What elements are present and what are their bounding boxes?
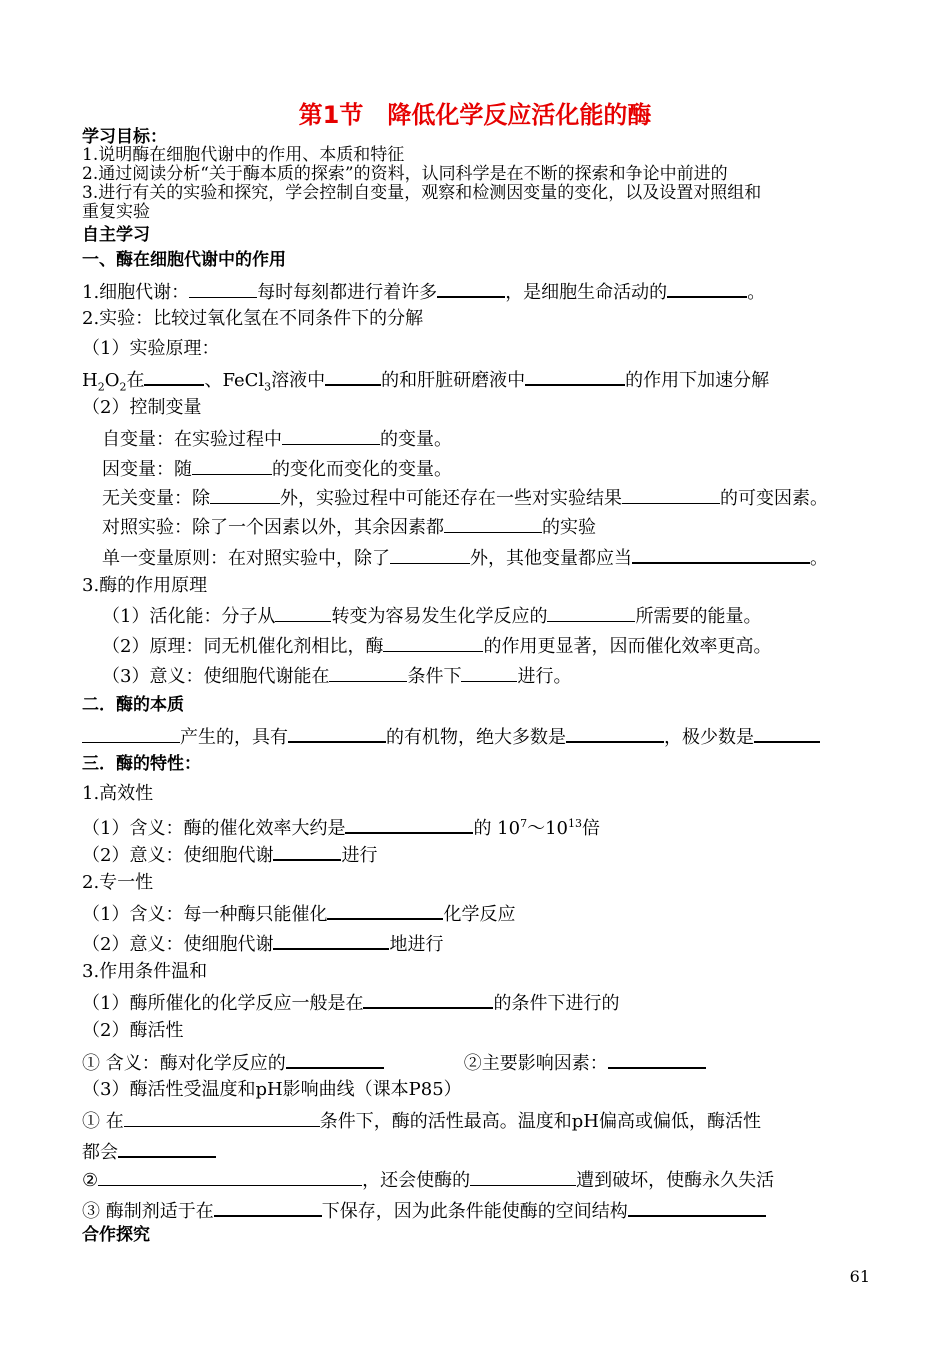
blank[interactable] <box>273 843 341 861</box>
objectives-heading: 学习目标： <box>82 127 167 147</box>
s1-line-10: 单一变量原则：在对照实验中，除了 外，其他变量都应当 。 <box>102 548 828 569</box>
s3-line-7: 3.作用条件温和 <box>82 961 208 982</box>
blank[interactable] <box>288 725 386 743</box>
blank[interactable] <box>437 280 505 298</box>
blank[interactable] <box>632 546 810 564</box>
s1-line-2: 2.实验：比较过氧化氢在不同条件下的分解 <box>82 308 424 329</box>
blank[interactable] <box>325 368 381 386</box>
s3-line-9: （2）酶活性 <box>82 1020 184 1041</box>
blank[interactable] <box>566 725 664 743</box>
page-title: 第1节 降低化学反应活化能的酶 <box>298 101 652 129</box>
blank[interactable] <box>345 816 473 834</box>
blank[interactable] <box>363 991 493 1009</box>
s3-line-5: （1）含义：每一种酶只能催化 化学反应 <box>82 904 516 925</box>
section-1-heading: 一、酶在细胞代谢中的作用 <box>82 250 286 270</box>
blank[interactable] <box>390 547 470 564</box>
s3-line-2: （1）含义：酶的催化效率大约是 的 $10^7\sim 10^{13}$倍 <box>82 817 600 839</box>
blank[interactable] <box>282 428 380 445</box>
blank[interactable] <box>192 458 272 475</box>
s1-line-3: （1）实验原理： <box>82 338 220 359</box>
objective-item: 3.进行有关的实验和探究，学会控制自变量，观察和检测因变量的变化，以及设置对照组和 <box>82 183 762 203</box>
s1-line-11: 3.酶的作用原理 <box>82 575 208 596</box>
blank[interactable] <box>210 487 280 504</box>
blank[interactable] <box>383 635 483 652</box>
s3-line-8: （1）酶所催化的化学反应一般是在 的条件下进行的 <box>82 993 620 1014</box>
s1-line-6: 自变量：在实验过程中 的变量。 <box>102 429 452 450</box>
blank[interactable] <box>608 1051 706 1069</box>
s1-line-12: （1）活化能：分子从 转变为容易发生化学反应的 所需要的能量。 <box>102 606 762 627</box>
blank[interactable] <box>547 605 635 622</box>
blank[interactable] <box>144 368 204 386</box>
blank[interactable] <box>214 1199 322 1217</box>
s3-line-11: （3）酶活性受温度和pH影响曲线（课本P85） <box>82 1079 462 1100</box>
cooperate-heading: 合作探究 <box>82 1225 150 1245</box>
s1-line-1: 1.细胞代谢： 每时每刻都进行着许多 ，是细胞生命活动的 。 <box>82 282 766 303</box>
s3-line-4: 2.专一性 <box>82 872 154 893</box>
objective-item: 2.通过阅读分析“关于酶本质的探索”的资料，认同科学是在不断的探索和争论中前进的 <box>82 164 728 184</box>
s1-line-4: $H_2O_2$在 、FeCl$_3$溶液中 的和肝脏研磨液中 的作用下加速分解 <box>82 370 770 394</box>
s3-line-10: ① 含义：酶对化学反应的 ②主要影响因素： <box>82 1051 706 1074</box>
s1-line-8: 无关变量：除 外，实验过程中可能还存在一些对实验结果 的可变因素。 <box>102 488 828 509</box>
s1-line-14: （3）意义：使细胞代谢能在 条件下 进行。 <box>102 666 572 687</box>
s3-line-15: ③ 酶制剂适于在 下保存，因为此条件能使酶的空间结构 <box>82 1199 766 1222</box>
s3-line-13: 都会 <box>82 1140 216 1163</box>
blank[interactable] <box>124 1110 320 1127</box>
s2-line-1: 产生的，具有 的有机物，绝大多数是 ，极少数是 <box>82 725 820 748</box>
s3-line-14: ② ，还会使酶的 遭到破坏，使酶永久失活 <box>82 1170 775 1191</box>
page-number: 61 <box>849 1267 870 1286</box>
s1-line-7: 因变量：随 的变化而变化的变量。 <box>102 459 452 480</box>
blank[interactable] <box>461 665 517 682</box>
blank[interactable] <box>118 1140 216 1158</box>
s3-line-3: （2）意义：使细胞代谢 进行 <box>82 845 378 866</box>
blank[interactable] <box>327 902 443 920</box>
blank[interactable] <box>329 665 407 682</box>
objective-item: 重复实验 <box>82 202 150 222</box>
section-2-heading: 二．酶的本质 <box>82 695 184 715</box>
s1-line-5: （2）控制变量 <box>82 397 202 418</box>
s3-line-12: ① 在 条件下，酶的活性最高。温度和pH偏高或偏低，酶活性 <box>82 1111 761 1132</box>
blank[interactable] <box>525 368 625 386</box>
blank[interactable] <box>286 1051 384 1069</box>
blank[interactable] <box>622 487 720 504</box>
blank[interactable] <box>754 725 820 743</box>
s1-line-13: （2）原理：同无机催化剂相比，酶 的作用更显著，因而催化效率更高。 <box>102 636 772 657</box>
blank[interactable] <box>82 726 180 743</box>
blank[interactable] <box>444 516 542 533</box>
section-3-heading: 三．酶的特性： <box>82 754 201 774</box>
blank[interactable] <box>470 1169 576 1186</box>
blank[interactable] <box>189 281 257 298</box>
s1-line-9: 对照实验：除了一个因素以外，其余因素都 的实验 <box>102 517 596 538</box>
blank[interactable] <box>98 1169 362 1186</box>
blank[interactable] <box>273 932 389 950</box>
blank[interactable] <box>628 1199 766 1217</box>
blank[interactable] <box>275 605 331 622</box>
self-study-heading: 自主学习 <box>82 225 150 245</box>
blank[interactable] <box>667 280 747 298</box>
objective-item: 1.说明酶在细胞代谢中的作用、本质和特征 <box>82 145 405 165</box>
s3-line-6: （2）意义：使细胞代谢 地进行 <box>82 934 444 955</box>
s3-line-1: 1.高效性 <box>82 783 154 804</box>
